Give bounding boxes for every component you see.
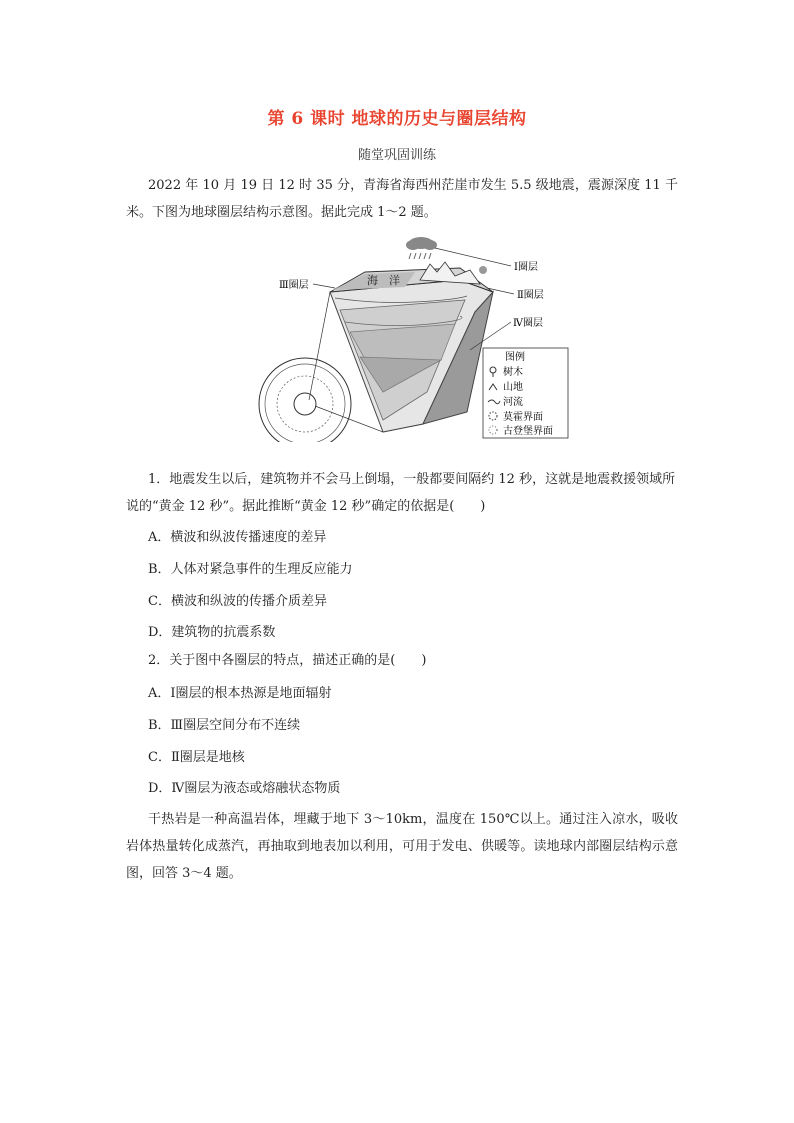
legend-item-moho: 莫霍界面 xyxy=(503,412,543,423)
question-2-option-d[interactable]: D．Ⅳ圈层为液态或熔融状态物质 xyxy=(148,781,341,796)
question-1-option-c[interactable]: C．横波和纵波的传播介质差异 xyxy=(148,594,327,609)
question-2-stem: 2．关于图中各圈层的特点，描述正确的是( ) xyxy=(148,653,427,668)
question-2-option-b[interactable]: B．Ⅲ圈层空间分布不连续 xyxy=(148,718,301,733)
layer-label-1: Ⅰ圈层 xyxy=(514,262,538,273)
legend-item-tree: 树木 xyxy=(503,367,523,378)
legend-item-gutenberg: 古登堡界面 xyxy=(503,426,553,437)
ocean-label: 海 洋 xyxy=(367,274,400,287)
page-subtitle: 随堂巩固训练 xyxy=(357,148,436,163)
cloud-icon xyxy=(406,237,437,259)
layer-label-3: Ⅲ圈层 xyxy=(279,280,309,291)
layer-label-2: Ⅱ圈层 xyxy=(517,290,544,301)
legend-box xyxy=(483,348,568,438)
question-1-stem: 1．地震发生以后，建筑物并不会马上倒塌，一般都要间隔约 12 秒，这就是地震救援领域所说的“黄金 12 秒”。据此推断“黄金 12 秒”确定的依据是( ) xyxy=(126,472,676,514)
question-2-option-c[interactable]: C．Ⅱ圈层是地核 xyxy=(148,750,245,765)
earth-layers-diagram xyxy=(255,232,575,442)
question-1-option-a[interactable]: A．横波和纵波传播速度的差异 xyxy=(148,530,327,545)
intro-paragraph-2: 干热岩是一种高温岩体，埋藏于地下 3～10km，温度在 150℃以上。通过注入凉水，吸收岩体热量转化成蒸汽，再抽取到地表加以利用，可用于发电、供暖等。读地球内部圈层结构示意图，回答 3～4 题。 xyxy=(126,812,678,881)
earth-layers-figure xyxy=(255,232,575,446)
legend-title: 图例 xyxy=(505,352,525,363)
layer-label-4: Ⅳ圈层 xyxy=(513,318,543,329)
question-1-option-b[interactable]: B．人体对紧急事件的生理反应能力 xyxy=(148,562,353,577)
crust-block xyxy=(330,262,493,432)
legend-item-river: 河流 xyxy=(503,397,523,408)
page-title: 第 6 课时 地球的历史与圈层结构 xyxy=(267,109,527,129)
question-1-option-d[interactable]: D．建筑物的抗震系数 xyxy=(148,625,276,640)
question-2-option-a[interactable]: A．Ⅰ圈层的根本热源是地面辐射 xyxy=(148,686,332,701)
intro-paragraph-1: 2022 年 10 月 19 日 12 时 35 分，青海省海西州茫崖市发生 5.5 级地震，震源深度 11 千米。下图为地球圈层结构示意图。据此完成 1～2 题。 xyxy=(126,178,678,220)
legend-item-mountain: 山地 xyxy=(503,382,523,393)
